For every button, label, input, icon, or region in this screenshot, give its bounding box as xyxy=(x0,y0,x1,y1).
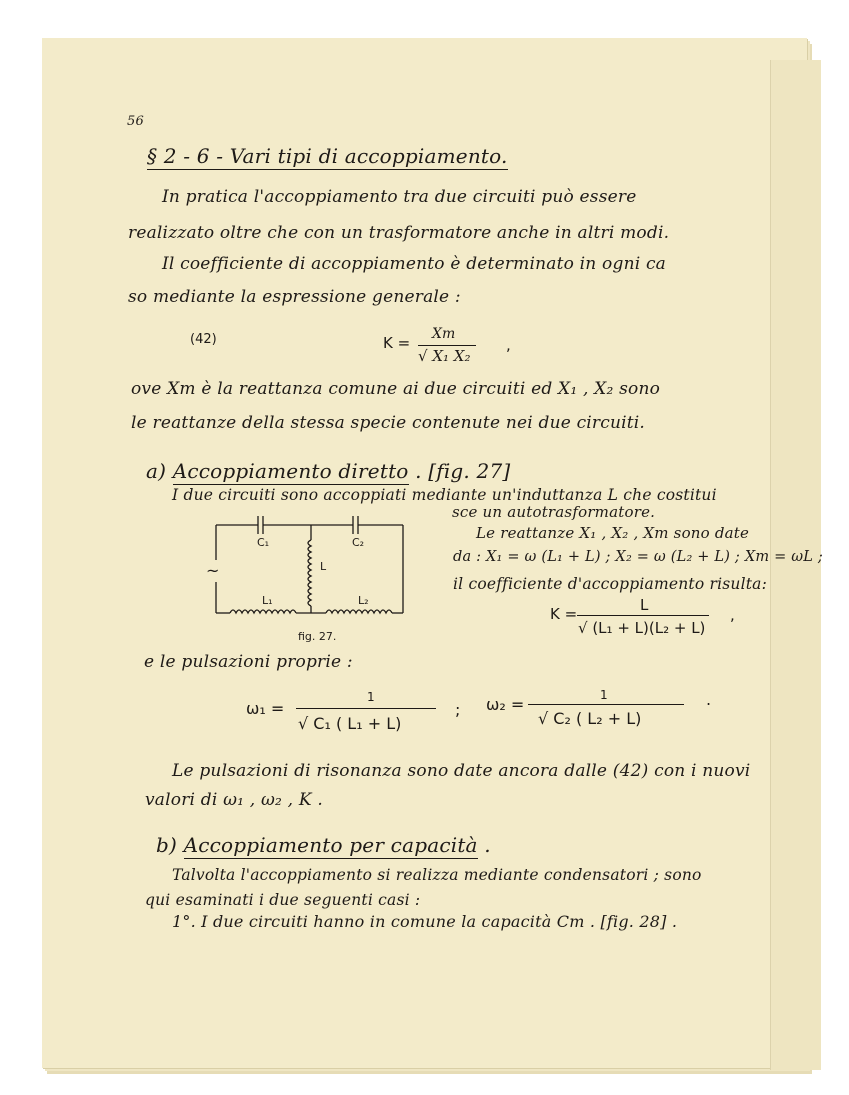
subsection-a-line-5: il coefficiente d'accoppiamento risulta: xyxy=(453,575,768,593)
paper-edge xyxy=(770,60,821,1070)
figure-27-circuit xyxy=(200,510,415,645)
intro-line-2: realizzato oltre che con un trasformatore anche in altri modi. xyxy=(128,223,670,243)
resonance-line-1: Le pulsazioni di risonanza sono date ancora dalle (42) con i nuovi xyxy=(172,761,751,781)
figure-27-l1-label: L₁ xyxy=(262,594,273,607)
equation-42-comma: , xyxy=(506,336,511,354)
pulsation-line: e le pulsazioni proprie : xyxy=(144,652,353,672)
omega-end-period: . xyxy=(706,690,712,709)
coeff-line-2: so mediante la espressione generale : xyxy=(128,287,461,307)
k-formula-denominator: √ (L₁ + L)(L₂ + L) xyxy=(578,619,706,637)
omega1-fraction-bar xyxy=(296,708,436,709)
k-formula-comma: , xyxy=(730,606,735,624)
figure-27-caption: fig. 27. xyxy=(298,630,337,643)
page-number: 56 xyxy=(127,114,144,129)
subsection-a-heading: a) Accoppiamento diretto . [fig. 27] xyxy=(146,459,511,483)
subsection-a-line-2: sce un autotrasformatore. xyxy=(452,503,656,521)
omega1-numerator: 1 xyxy=(367,690,375,704)
subsection-a-line-1: I due circuiti sono accoppiati mediante un'induttanza L che costitui xyxy=(172,486,717,504)
k-formula-lhs: K = xyxy=(550,605,578,623)
figure-27-c2-label: C₂ xyxy=(352,536,365,549)
equation-42-lhs: K = xyxy=(383,334,411,352)
coeff-line-1: Il coefficiente di accoppiamento è determinato in ogni ca xyxy=(162,254,667,274)
definition-line-2: le reattanze della stessa specie contenute nei due circuiti. xyxy=(131,413,646,433)
equation-42-numerator: Xm xyxy=(432,326,456,342)
omega1-lhs: ω₁ = xyxy=(246,699,285,718)
figure-27-c1-label: C₁ xyxy=(257,536,270,549)
subsection-b-line-1: Talvolta l'accoppiamento si realizza mediante condensatori ; sono xyxy=(172,866,702,884)
omega2-fraction-bar xyxy=(528,704,684,705)
section-heading: § 2 - 6 - Vari tipi di accoppiamento. xyxy=(147,144,508,168)
subsection-a-line-3: Le reattanze X₁ , X₂ , Xm sono date xyxy=(476,524,750,542)
omega2-denominator: √ C₂ ( L₂ + L) xyxy=(538,709,642,728)
omega2-numerator: 1 xyxy=(600,688,608,702)
equation-42-label: (42) xyxy=(190,332,217,347)
intro-line-1: In pratica l'accoppiamento tra due circuiti può essere xyxy=(162,187,637,207)
equation-42-denominator: √ X₁ X₂ xyxy=(418,347,471,365)
figure-27-source-label: ~ xyxy=(206,561,220,580)
definition-line-1: ove Xm è la reattanza comune ai due circuiti ed X₁ , X₂ sono xyxy=(131,379,661,399)
subsection-b-heading: b) Accoppiamento per capacità . xyxy=(156,833,491,857)
resonance-line-2: valori di ω₁ , ω₂ , K . xyxy=(145,790,323,810)
subsection-b-line-2: qui esaminati i due seguenti casi : xyxy=(145,891,421,909)
omega1-denominator: √ C₁ ( L₁ + L) xyxy=(298,714,402,733)
omega2-lhs: ω₂ = xyxy=(486,695,525,714)
k-formula-fraction-bar xyxy=(577,615,709,616)
k-formula-numerator: L xyxy=(640,596,649,614)
subsection-a-line-4: da : X₁ = ω (L₁ + L) ; X₂ = ω (L₂ + L) ; Xm = ωL ; xyxy=(453,549,824,565)
figure-27-l-label: L xyxy=(320,560,327,573)
omega-separator: ; xyxy=(455,700,461,719)
subsection-b-line-3: 1°. I due circuiti hanno in comune la capacità Cm . [fig. 28] . xyxy=(172,912,678,931)
figure-27-l2-label: L₂ xyxy=(358,594,369,607)
